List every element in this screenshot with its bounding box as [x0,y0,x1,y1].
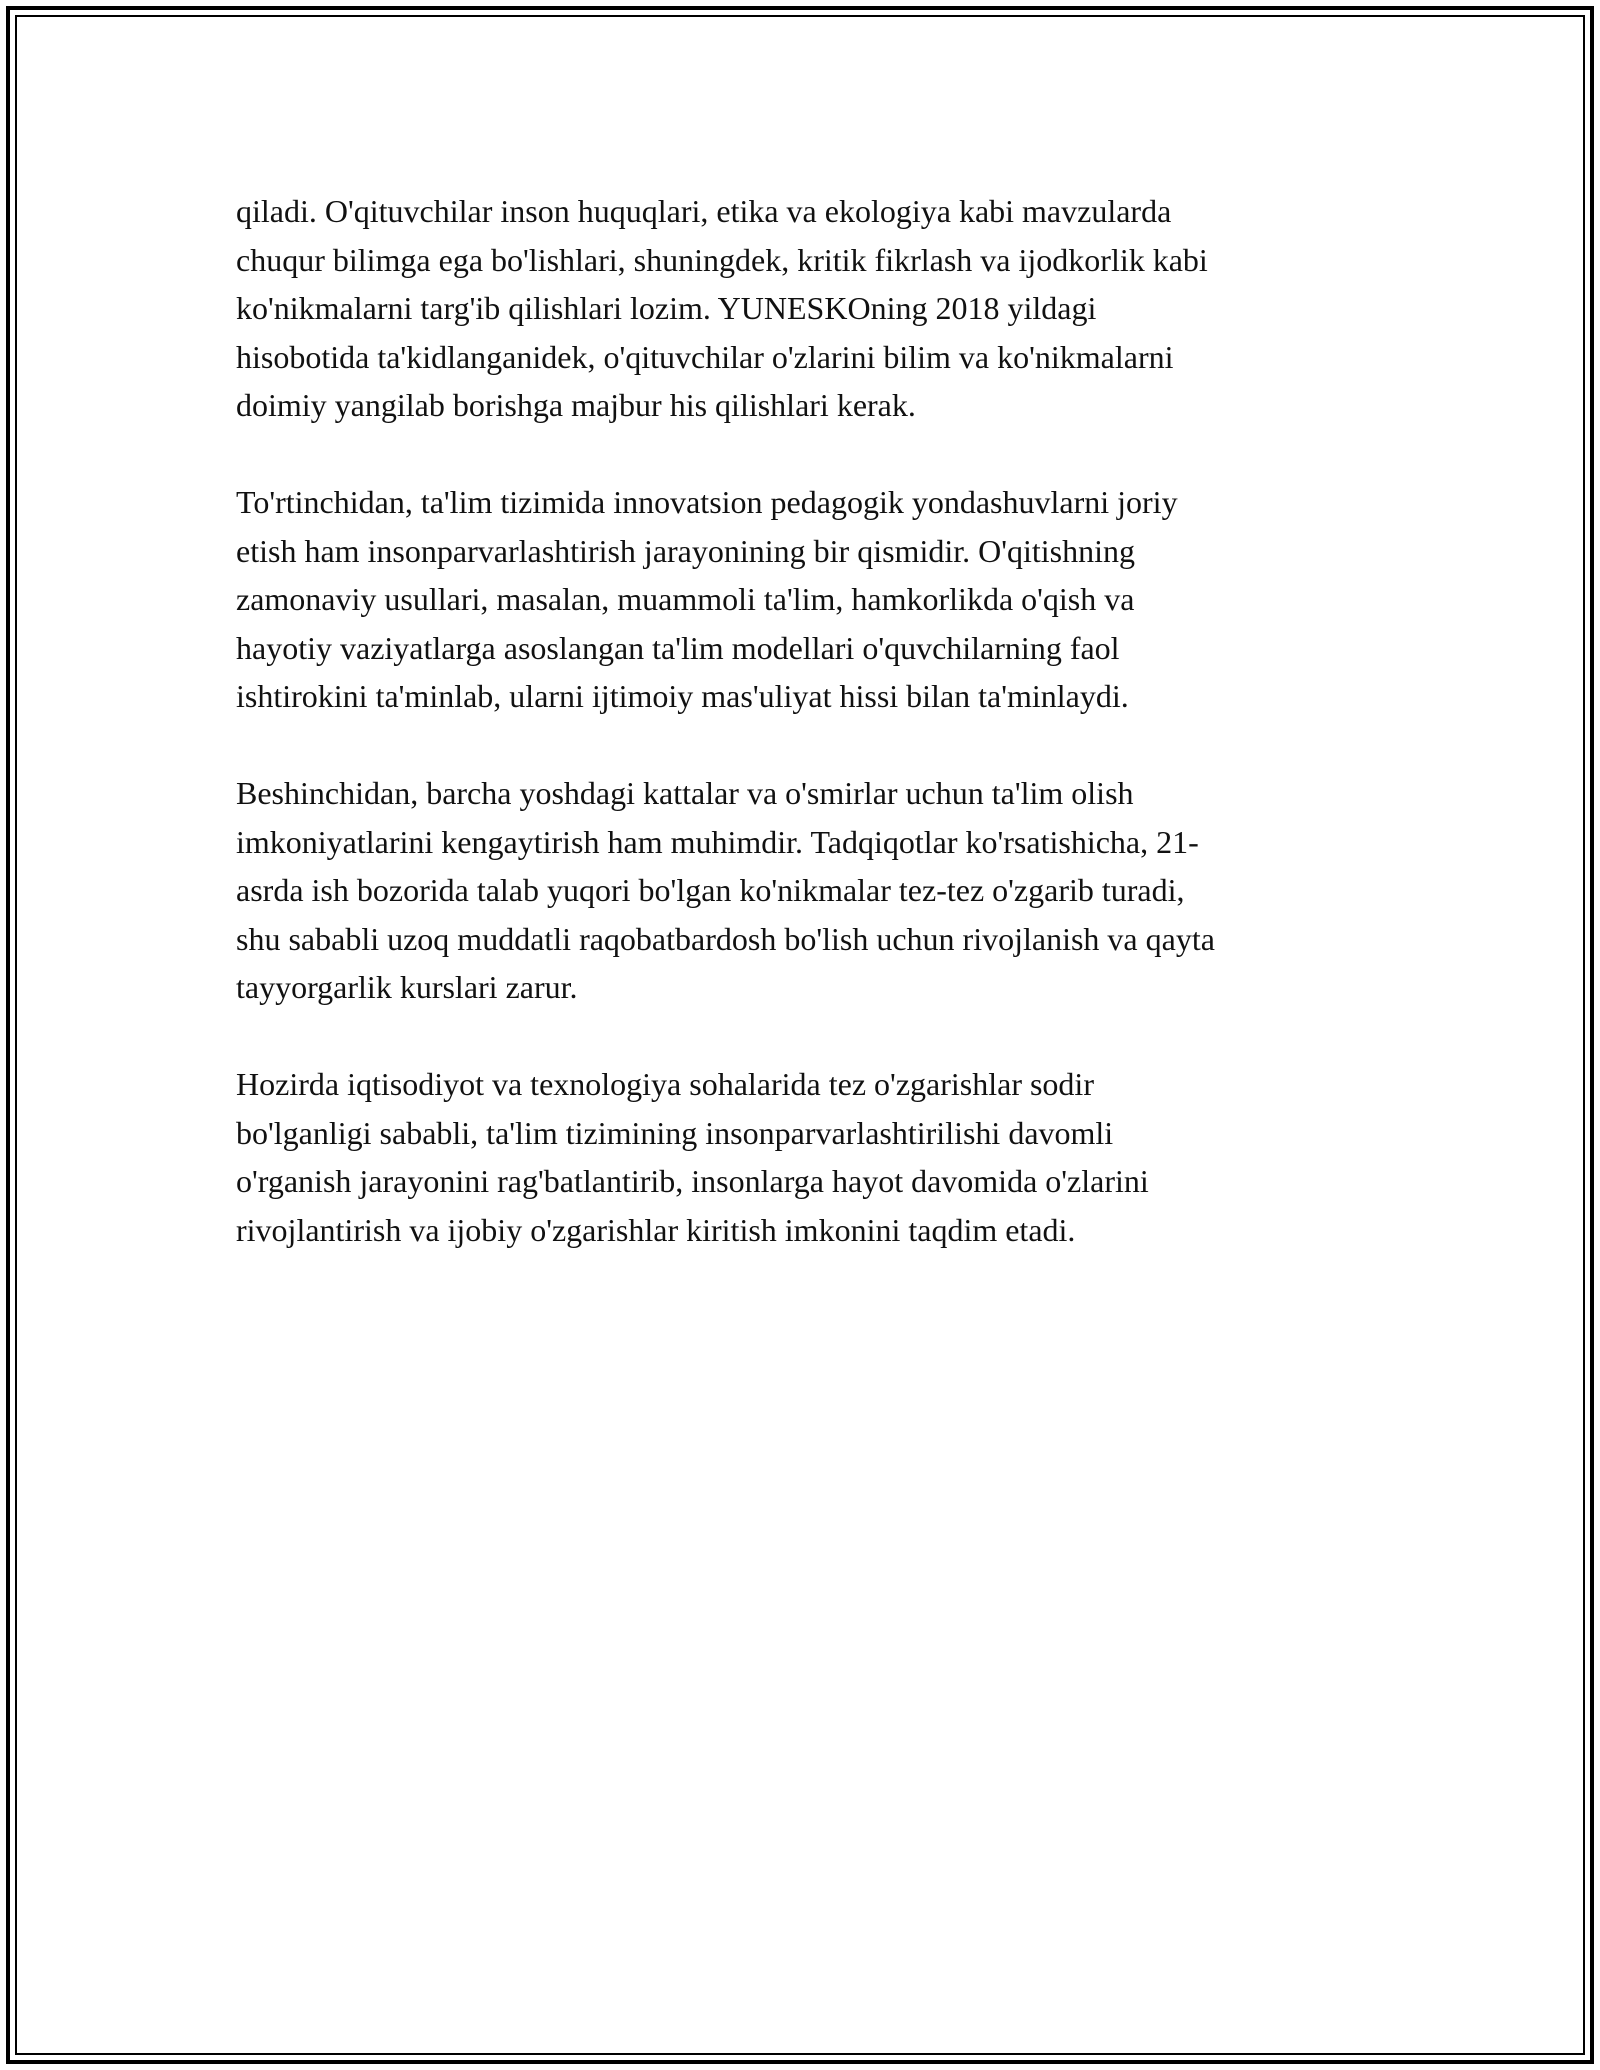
paragraph-4: Hozirda iqtisodiyot va texnologiya sohalarida tez o'zgarishlar sodir bo'lganligi sababli, ta'lim tizimining insonparvarlashtirilishi davomli o'rganish jarayonini rag'batlantirib, insonlarga hayot davomida o'zlarini rivojlantirish va ijobiy o'zgarishlar kiritish imkonini taqdim etadi. [236,1066,1149,1248]
paragraph-3: Beshinchidan, barcha yoshdagi kattalar va o'smirlar uchun ta'lim olish imkoniyatlarini kengaytirish ham muhimdir. Tadqiqotlar ko'rsatishicha, 21- asrda ish bozorida talab yuqori bo'lgan ko'nikmalar tez-tez o'zgarib turadi, shu sababli uzoq muddatli raqobatbardosh bo'lish uchun rivojlanish va qayta tayyorgarlik kurslari zarur. [236,775,1215,1005]
paragraph-1: qiladi. O'qituvchilar inson huquqlari, etika va ekologiya kabi mavzularda chuqur bilimga ega bo'lishlari, shuningdek, kritik fikrlash va ijodkorlik kabi ko'nikmalarni targ'ib qilishlari lozim. YUNESKOning 2018 yildagi hisobotida ta'kidlanganidek, o'qituvchilar o'zlarini bilim va ko'nikmalarni doimiy yangilab borishga majbur his qilishlari kerak. [236,193,1208,423]
paragraph-2: To'rtinchidan, ta'lim tizimida innovatsion pedagogik yondashuvlarni joriy etish ham insonparvarlashtirish jarayonining bir qismidir. O'qitishning zamonaviy usullari, masalan, muammoli ta'lim, hamkorlikda o'qish va hayotiy vaziyatlarga asoslangan ta'lim modellari o'quvchilarning faol ishtirokini ta'minlab, ularni ijtimoiy mas'uliyat hissi bilan ta'minlaydi. [236,484,1178,714]
document-body [236,187,1366,1303]
